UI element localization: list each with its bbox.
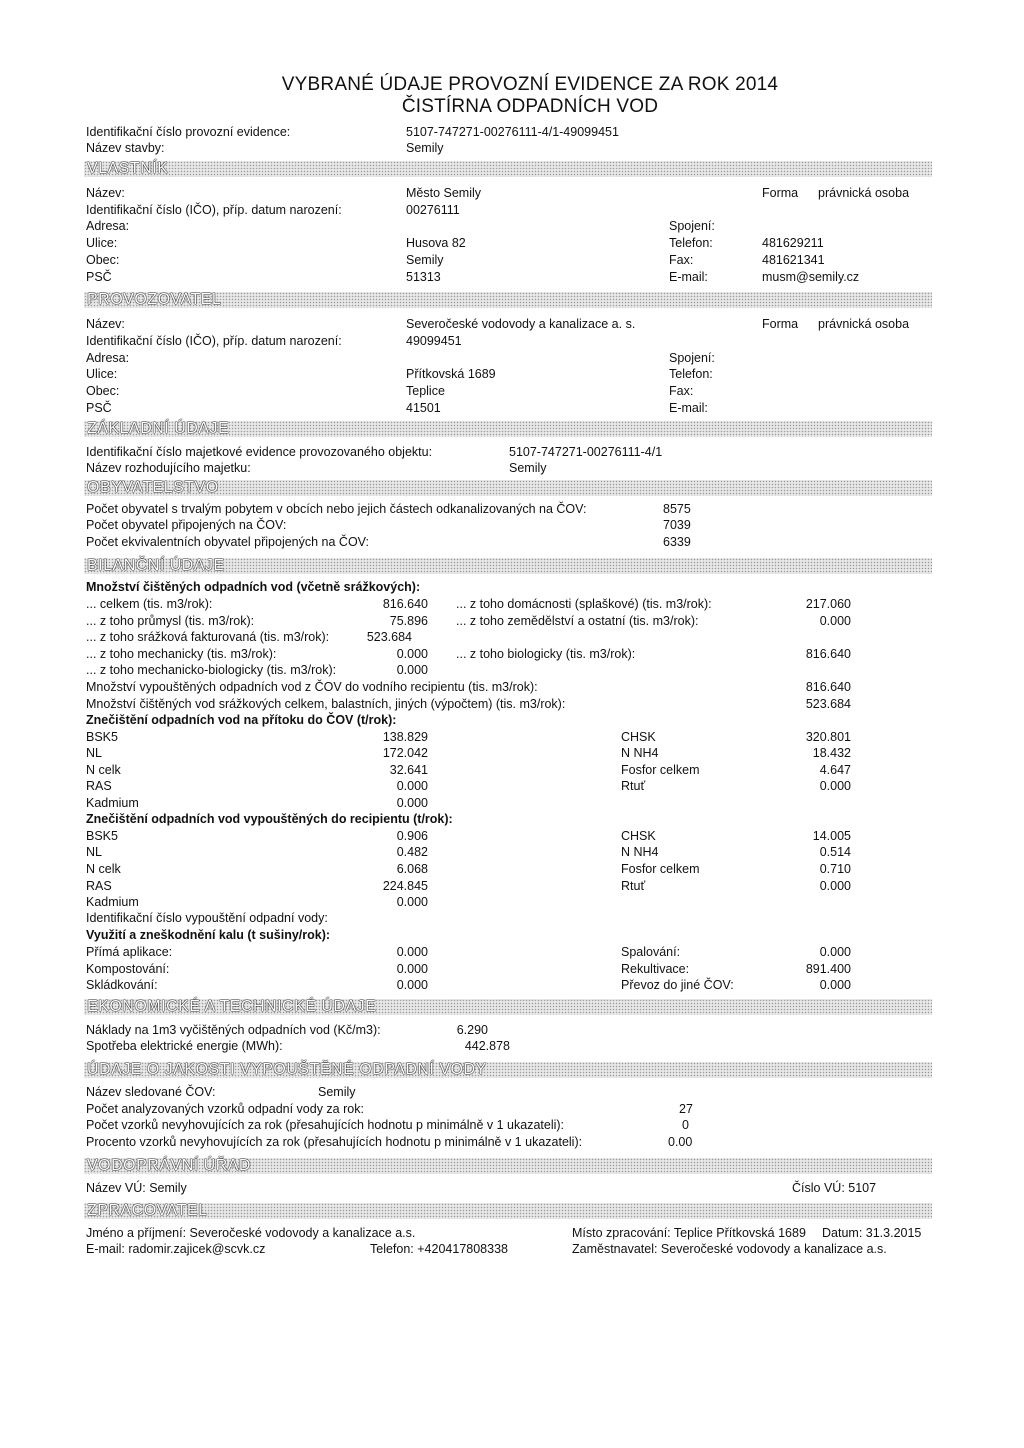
basic-section-header xyxy=(84,421,932,437)
authority-number: Číslo VÚ: 5107 xyxy=(792,1181,877,1195)
owner-obec-value: Semily xyxy=(406,253,444,267)
operator-ulice-label: Ulice: xyxy=(86,367,118,381)
recipient-rtut-value: 0.000 xyxy=(819,879,851,893)
mechanicky-value: 0.000 xyxy=(396,647,428,661)
authority-section-title: VODOPRÁVNÍ ÚŘAD xyxy=(87,1157,251,1174)
biologicky-label: ... z toho biologicky (tis. m3/rok): xyxy=(456,647,636,661)
economic-section-title: EKONOMICKÉ A TECHNICKÉ ÚDAJE xyxy=(87,998,377,1015)
kompost-value: 0.000 xyxy=(396,962,428,976)
recipient-kadmium-value: 0.000 xyxy=(396,895,428,909)
population-section-title: OBYVATELSTVO xyxy=(87,479,219,496)
mechanicky-label: ... z toho mechanicky (tis. m3/rok): xyxy=(86,647,277,661)
owner-psc-value: 51313 xyxy=(406,270,441,284)
pritok-ras-value: 0.000 xyxy=(396,779,428,793)
quality-section-header xyxy=(84,1062,932,1078)
mechbio-label: ... z toho mechanicko-biologicky (tis. m3/rok): xyxy=(86,663,337,677)
building-name-value: Semily xyxy=(406,141,444,155)
vypoustene-value: 816.640 xyxy=(805,680,851,694)
population-p2-value: 7039 xyxy=(663,518,691,532)
population-p2-label: Počet obyvatel připojených na ČOV: xyxy=(86,518,287,532)
recipient-nnh4-label: N NH4 xyxy=(621,845,659,859)
pritok-chsk-value: 320.801 xyxy=(805,730,851,744)
basic-section-title: ZÁKLADNÍ ÚDAJE xyxy=(87,420,230,437)
balance-section-header xyxy=(84,558,932,574)
population-p1-value: 8575 xyxy=(663,502,691,516)
pritok-nnh4-value: 18.432 xyxy=(812,746,851,760)
operator-name-value: Severočeské vodovody a kanalizace a. s. xyxy=(406,317,636,331)
pritok-bsk5-label: BSK5 xyxy=(86,730,118,744)
recipient-fosfor-value: 0.710 xyxy=(819,862,851,876)
vypoustene-label: Množství vypouštěných odpadních vod z ČOV do vodního recipientu (tis. m3/rok): xyxy=(86,680,538,694)
pritok-kadmium-value: 0.000 xyxy=(396,796,428,810)
owner-forma-label: Forma xyxy=(762,186,799,200)
srazkova-value: 523.684 xyxy=(366,630,412,644)
processor-section-header xyxy=(84,1203,932,1219)
recipient-bsk5-value: 0.906 xyxy=(396,829,428,843)
operator-fax-label: Fax: xyxy=(669,384,694,398)
rekultivace-value: 891.400 xyxy=(805,962,851,976)
pritok-rtut-label: Rtuť xyxy=(621,779,646,793)
recipient-ras-value: 224.845 xyxy=(382,879,428,893)
kompost-label: Kompostování: xyxy=(86,962,170,976)
owner-telefon-value: 481629211 xyxy=(762,236,824,250)
energie-value: 442.878 xyxy=(464,1039,510,1053)
owner-section-title: VLASTNÍK xyxy=(87,160,169,177)
pritok-kadmium-label: Kadmium xyxy=(86,796,139,810)
owner-name-value: Město Semily xyxy=(406,186,482,200)
prumysl-label: ... z toho průmysl (tis. m3/rok): xyxy=(86,614,255,628)
recipient-kadmium-label: Kadmium xyxy=(86,895,139,909)
operator-ulice-value: Přítkovská 1689 xyxy=(406,367,496,381)
pritok-fosfor-value: 4.647 xyxy=(819,763,851,777)
operator-email-label: E-mail: xyxy=(669,401,708,415)
owner-section-header xyxy=(84,161,932,177)
domacnosti-label: ... z toho domácnosti (splaškové) (tis. m3/rok): xyxy=(456,597,712,611)
majetek-id-value: 5107-747271-00276111-4/1 xyxy=(509,445,663,459)
mnozstvi-heading: Množství čištěných odpadních vod (včetně srážkových): xyxy=(86,580,421,594)
prima-value: 0.000 xyxy=(396,945,428,959)
pritok-bsk5-value: 138.829 xyxy=(382,730,428,744)
skladkovani-value: 0.000 xyxy=(396,978,428,992)
skladkovani-label: Skládkování: xyxy=(86,978,158,992)
quality-section-title: ÚDAJE O JAKOSTI VYPOUŠTĚNÉ ODPADNÍ VODY xyxy=(87,1061,487,1078)
rozhod-majetek-label: Název rozhodujícího majetku: xyxy=(86,461,251,475)
quality-cov-label: Název sledované ČOV: xyxy=(86,1085,216,1099)
operator-forma-label: Forma xyxy=(762,317,799,331)
authority-name: Název VÚ: Semily xyxy=(86,1181,187,1195)
recipient-chsk-label: CHSK xyxy=(621,829,656,843)
recipient-bsk5-label: BSK5 xyxy=(86,829,118,843)
owner-name-label: Název: xyxy=(86,186,125,200)
kal-heading: Využití a zneškodnění kalu (t sušiny/rok): xyxy=(86,928,331,942)
pritok-nl-value: 172.042 xyxy=(382,746,428,760)
operator-psc-label: PSČ xyxy=(86,401,112,415)
mechbio-value: 0.000 xyxy=(396,663,428,677)
quality-procento-label: Procento vzorků nevyhovujících za rok (přesahujících hodnotu p minimálně v 1 ukazateli): xyxy=(86,1135,583,1149)
pritok-fosfor-label: Fosfor celkem xyxy=(621,763,700,777)
pritok-nl-label: NL xyxy=(86,746,102,760)
naklady-value: 6.290 xyxy=(456,1023,488,1037)
operator-ico-value: 49099451 xyxy=(406,334,462,348)
pritok-heading: Znečištění odpadních vod na přítoku do ČOV (t/rok): xyxy=(86,713,397,727)
operator-psc-value: 41501 xyxy=(406,401,441,415)
operator-obec-value: Teplice xyxy=(406,384,445,398)
prima-label: Přímá aplikace: xyxy=(86,945,173,959)
processor-employer: Zaměstnavatel: Severočeské vodovody a kanalizace a.s. xyxy=(572,1242,887,1256)
srazkova-label: ... z toho srážková fakturovaná (tis. m3/rok): xyxy=(86,630,330,644)
rekultivace-label: Rekultivace: xyxy=(621,962,690,976)
recipient-nl-value: 0.482 xyxy=(396,845,428,859)
recipient-nnh4-value: 0.514 xyxy=(819,845,851,859)
pritok-nnh4-label: N NH4 xyxy=(621,746,659,760)
owner-fax-value: 481621341 xyxy=(762,253,825,267)
operator-telefon-label: Telefon: xyxy=(669,367,713,381)
pritok-rtut-value: 0.000 xyxy=(819,779,851,793)
recipient-heading: Znečištění odpadních vod vypouštěných do recipientu (t/rok): xyxy=(86,812,453,826)
document-subtitle: ČISTÍRNA ODPADNÍCH VOD xyxy=(401,96,659,117)
operator-forma-value: právnická osoba xyxy=(818,317,910,331)
operator-spojeni-label: Spojení: xyxy=(669,351,715,365)
srazkove-value: 523.684 xyxy=(805,697,851,711)
owner-obec-label: Obec: xyxy=(86,253,120,267)
processor-email[interactable]: E-mail: radomir.zajicek@scvk.cz xyxy=(86,1242,266,1256)
processor-section-title: ZPRACOVATEL xyxy=(87,1202,208,1219)
zemedelstvi-label: ... z toho zemědělství a ostatní (tis. m3/rok): xyxy=(456,614,699,628)
operator-name-label: Název: xyxy=(86,317,125,331)
quality-procento-value: 0.00 xyxy=(668,1135,693,1149)
population-p1-label: Počet obyvatel s trvalým pobytem v obcích nebo jejich částech odkanalizovaných na ČOV: xyxy=(86,502,587,516)
owner-email-value[interactable]: musm@semily.cz xyxy=(762,270,860,284)
population-p3-label: Počet ekvivalentních obyvatel připojených na ČOV: xyxy=(86,535,370,549)
srazkove-label: Množství čištěných vod srážkových celkem, balastních, jiných (výpočtem) (tis. m3/rok): xyxy=(86,697,566,711)
vypousteni-id-label: Identifikační číslo vypouštění odpadní vody: xyxy=(86,911,328,925)
recipient-ncelk-label: N celk xyxy=(86,862,121,876)
spalovani-value: 0.000 xyxy=(819,945,851,959)
operator-ico-label: Identifikační číslo (IČO), příp. datum narození: xyxy=(86,334,342,348)
owner-forma-value: právnická osoba xyxy=(818,186,910,200)
balance-section-title: BILANČNÍ ÚDAJE xyxy=(87,557,225,574)
celkem-value: 816.640 xyxy=(382,597,428,611)
quality-nevyh-label: Počet vzorků nevyhovujících za rok (přesahujících hodnotu p minimálně v 1 ukazateli): xyxy=(86,1118,565,1132)
prevoz-value: 0.000 xyxy=(819,978,851,992)
processor-phone: Telefon: +420417808338 xyxy=(370,1242,508,1256)
majetek-id-label: Identifikační číslo majetkové evidence provozovaného objektu: xyxy=(86,445,433,459)
owner-spojeni-label: Spojení: xyxy=(669,219,715,233)
prevoz-label: Převoz do jiné ČOV: xyxy=(621,978,734,992)
recipient-chsk-value: 14.005 xyxy=(812,829,851,843)
biologicky-value: 816.640 xyxy=(805,647,851,661)
economic-section-header xyxy=(84,999,932,1015)
owner-fax-label: Fax: xyxy=(669,253,694,267)
owner-telefon-label: Telefon: xyxy=(669,236,713,250)
prumysl-value: 75.896 xyxy=(389,614,428,628)
recipient-ncelk-value: 6.068 xyxy=(396,862,428,876)
owner-ico-value: 00276111 xyxy=(406,203,460,217)
recipient-ras-label: RAS xyxy=(86,879,112,893)
pritok-ras-label: RAS xyxy=(86,779,112,793)
owner-ico-label: Identifikační číslo (IČO), příp. datum narození: xyxy=(86,203,342,217)
population-section-header xyxy=(84,480,932,496)
quality-vzorky-label: Počet analyzovaných vzorků odpadní vody za rok: xyxy=(86,1102,364,1116)
owner-ulice-label: Ulice: xyxy=(86,236,118,250)
rozhod-majetek-value: Semily xyxy=(509,461,547,475)
operator-section-header xyxy=(84,292,932,308)
zemedelstvi-value: 0.000 xyxy=(819,614,851,628)
pritok-ncelk-value: 32.641 xyxy=(389,763,428,777)
pritok-ncelk-label: N celk xyxy=(86,763,121,777)
owner-ulice-value: Husova 82 xyxy=(406,236,466,250)
owner-adresa-label: Adresa: xyxy=(86,219,130,233)
celkem-label: ... celkem (tis. m3/rok): xyxy=(86,597,213,611)
naklady-label: Náklady na 1m3 vyčištěných odpadních vod (Kč/m3): xyxy=(86,1023,381,1037)
operator-section-title: PROVOZOVATEL xyxy=(87,291,222,308)
building-name-label: Název stavby: xyxy=(86,141,165,155)
quality-vzorky-value: 27 xyxy=(679,1102,693,1116)
operator-obec-label: Obec: xyxy=(86,384,120,398)
recipient-nl-label: NL xyxy=(86,845,102,859)
authority-section-header xyxy=(84,1158,932,1174)
processor-place: Místo zpracování: Teplice Přítkovská 1689 xyxy=(572,1226,806,1240)
evidence-id-value: 5107-747271-00276111-4/1-49099451 xyxy=(406,125,619,139)
processor-name: Jméno a příjmení: Severočeské vodovody a kanalizace a.s. xyxy=(86,1226,416,1240)
processor-date: Datum: 31.3.2015 xyxy=(822,1226,922,1240)
spalovani-label: Spalování: xyxy=(621,945,681,959)
evidence-id-label: Identifikační číslo provozní evidence: xyxy=(86,125,291,139)
pritok-chsk-label: CHSK xyxy=(621,730,656,744)
document-title: VYBRANÉ ÚDAJE PROVOZNÍ EVIDENCE ZA ROK 2014 xyxy=(281,74,779,95)
population-p3-value: 6339 xyxy=(663,535,691,549)
domacnosti-value: 217.060 xyxy=(805,597,851,611)
operator-adresa-label: Adresa: xyxy=(86,351,130,365)
owner-email-label: E-mail: xyxy=(669,270,708,284)
recipient-fosfor-label: Fosfor celkem xyxy=(621,862,700,876)
energie-label: Spotřeba elektrické energie (MWh): xyxy=(86,1039,283,1053)
quality-cov-value: Semily xyxy=(318,1085,356,1099)
quality-nevyh-value: 0 xyxy=(682,1118,689,1132)
recipient-rtut-label: Rtuť xyxy=(621,879,646,893)
owner-psc-label: PSČ xyxy=(86,270,112,284)
